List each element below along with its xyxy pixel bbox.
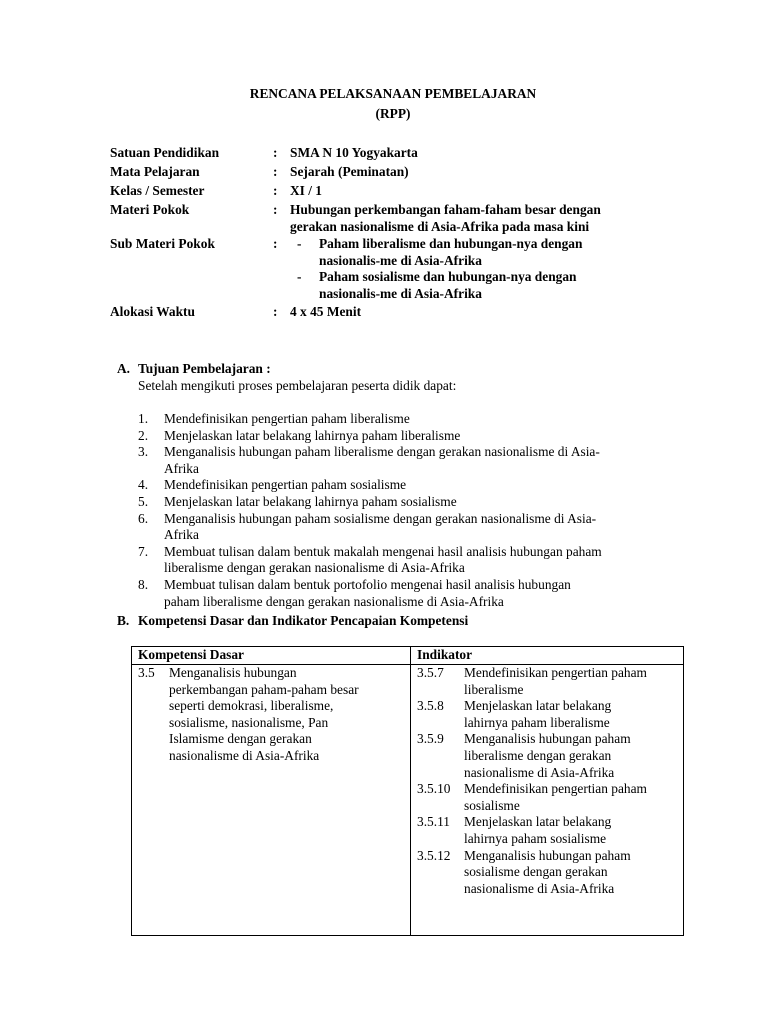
indikator-cell xyxy=(411,665,684,936)
list-text: liberalisme dengan gerakan nasionalisme di Asia-Afrika xyxy=(164,560,465,576)
list-number: 2. xyxy=(138,427,149,443)
list-item xyxy=(138,428,683,445)
section-a-heading: Tujuan Pembelajaran : xyxy=(138,361,271,376)
list-item xyxy=(138,477,683,494)
section-b-heading: Kompetensi Dasar dan Indikator Pencapaian Kompetensi xyxy=(138,613,469,628)
sub-materi-text: Paham sosialisme dan hubungan-nya dengan xyxy=(319,269,577,285)
list-text: Membuat tulisan dalam bentuk portofolio mengenai hasil analisis hubungan xyxy=(164,576,571,592)
kd-cell xyxy=(132,665,411,936)
indikator-text: Menganalisis hubungan paham xyxy=(464,847,631,863)
indikator-code: 3.5.11 xyxy=(417,814,450,830)
kelas-value: XI / 1 xyxy=(290,183,322,198)
kd-text: seperti demokrasi, liberalisme, xyxy=(169,698,334,714)
indikator-item xyxy=(417,731,677,781)
indikator-code: 3.5.8 xyxy=(417,698,444,714)
section-a-intro: Setelah mengikuti proses pembelajaran peserta didik dapat: xyxy=(138,378,457,393)
mapel-colon: : xyxy=(273,164,278,179)
indikator-text: Menganalisis hubungan paham xyxy=(464,731,631,747)
kd-text: perkembangan paham-paham besar xyxy=(169,681,359,697)
list-text: Menjelaskan latar belakang lahirnya paham liberalisme xyxy=(164,427,461,443)
list-number: 5. xyxy=(138,493,149,509)
indikator-code: 3.5.12 xyxy=(417,847,451,863)
list-item xyxy=(138,511,683,544)
list-dash: - xyxy=(297,269,302,285)
kelas-label: Kelas / Semester xyxy=(110,183,205,198)
kelas-colon: : xyxy=(273,183,278,198)
indikator-code: 3.5.9 xyxy=(417,731,444,747)
alokasi-value: 4 x 45 Menit xyxy=(290,304,362,319)
indikator-text: Menjelaskan latar belakang xyxy=(464,814,612,830)
kd-text: sosialisme, nasionalisme, Pan xyxy=(169,714,329,730)
alokasi-colon: : xyxy=(273,304,278,319)
list-number: 6. xyxy=(138,510,149,526)
sub-materi-item xyxy=(297,269,697,302)
sub-materi-colon: : xyxy=(273,236,278,251)
indikator-code: 3.5.10 xyxy=(417,781,451,797)
list-item xyxy=(138,544,683,577)
alokasi-label: Alokasi Waktu xyxy=(110,304,195,319)
kd-code: 3.5 xyxy=(138,665,155,680)
kd-text: Menganalisis hubungan xyxy=(169,665,297,680)
sub-materi-item xyxy=(297,236,697,269)
kd-text: nasionalisme di Asia-Afrika xyxy=(169,747,320,763)
indikator-text: Mendefinisikan pengertian paham xyxy=(464,781,647,797)
materi-label: Materi Pokok xyxy=(110,202,190,217)
list-item xyxy=(138,444,683,477)
sub-materi-text: nasionalis-me di Asia-Afrika xyxy=(319,285,482,301)
list-number: 4. xyxy=(138,477,149,493)
indikator-text: nasionalisme di Asia-Afrika xyxy=(464,880,615,896)
list-dash: - xyxy=(297,236,302,251)
indikator-item xyxy=(417,781,677,814)
list-number: 3. xyxy=(138,444,149,460)
document-subtitle: (RPP) xyxy=(375,106,411,121)
materi-colon: : xyxy=(273,202,278,217)
mapel-value: Sejarah (Peminatan) xyxy=(290,164,409,179)
indikator-text: lahirnya paham sosialisme xyxy=(464,830,607,846)
sub-materi-text: nasionalis-me di Asia-Afrika xyxy=(319,252,482,268)
satuan-label: Satuan Pendidikan xyxy=(110,145,220,160)
section-a-letter: A. xyxy=(117,361,131,376)
indikator-item xyxy=(417,814,677,847)
indikator-text: sosialisme xyxy=(464,797,520,813)
document-title: RENCANA PELAKSANAAN PEMBELAJARAN xyxy=(249,86,537,101)
table-header-row xyxy=(132,647,684,665)
indikator-text: nasionalisme di Asia-Afrika xyxy=(464,764,615,780)
list-text: Mendefinisikan pengertian paham sosialisme xyxy=(164,477,407,493)
satuan-colon: : xyxy=(273,145,278,160)
list-item xyxy=(138,411,683,428)
list-text: Menganalisis hubungan paham liberalisme dengan gerakan nasionalisme di Asia- xyxy=(164,444,600,460)
table-header-indikator: Indikator xyxy=(411,647,684,665)
indikator-text: sosialisme dengan gerakan xyxy=(464,864,608,880)
kd-item xyxy=(138,665,404,765)
sub-materi-text: Paham liberalisme dan hubungan-nya dengan xyxy=(319,236,583,251)
list-item xyxy=(138,577,683,610)
list-number: 8. xyxy=(138,576,149,592)
indikator-item xyxy=(417,698,677,731)
section-b-letter: B. xyxy=(117,613,130,628)
list-text: Afrika xyxy=(164,527,199,543)
indikator-item xyxy=(417,665,677,698)
table-header-kd: Kompetensi Dasar xyxy=(132,647,411,665)
indikator-text: Menjelaskan latar belakang xyxy=(464,698,612,714)
list-text: Mendefinisikan pengertian paham liberalisme xyxy=(164,411,410,426)
table-row xyxy=(132,665,684,936)
materi-value-line: gerakan nasionalisme di Asia-Afrika pada masa kini xyxy=(290,218,590,234)
list-text: paham liberalisme dengan gerakan nasionalisme di Asia-Afrika xyxy=(164,593,504,609)
competency-table xyxy=(131,646,684,936)
list-number: 7. xyxy=(138,543,149,559)
list-item xyxy=(138,494,683,511)
objectives-list xyxy=(138,411,683,610)
list-text: Menganalisis hubungan paham sosialisme dengan gerakan nasionalisme di Asia- xyxy=(164,510,597,526)
indikator-text: lahirnya paham liberalisme xyxy=(464,714,610,730)
indikator-text: liberalisme xyxy=(464,681,524,697)
indikator-text: Mendefinisikan pengertian paham xyxy=(464,665,647,680)
indikator-text: liberalisme dengan gerakan xyxy=(464,747,612,763)
list-text: Afrika xyxy=(164,460,199,476)
sub-materi-label: Sub Materi Pokok xyxy=(110,236,215,251)
materi-value-line: Hubungan perkembangan faham-faham besar dengan xyxy=(290,202,601,217)
list-text: Membuat tulisan dalam bentuk makalah mengenai hasil analisis hubungan paham xyxy=(164,543,602,559)
satuan-value: SMA N 10 Yogyakarta xyxy=(290,145,418,160)
list-text: Menjelaskan latar belakang lahirnya paham sosialisme xyxy=(164,493,457,509)
mapel-label: Mata Pelajaran xyxy=(110,164,200,179)
sub-materi-list xyxy=(297,236,697,302)
indikator-code: 3.5.7 xyxy=(417,665,444,680)
indikator-item xyxy=(417,848,677,898)
list-number: 1. xyxy=(138,411,149,426)
kd-text: Islamisme dengan gerakan xyxy=(169,731,312,747)
materi-value xyxy=(290,202,690,235)
